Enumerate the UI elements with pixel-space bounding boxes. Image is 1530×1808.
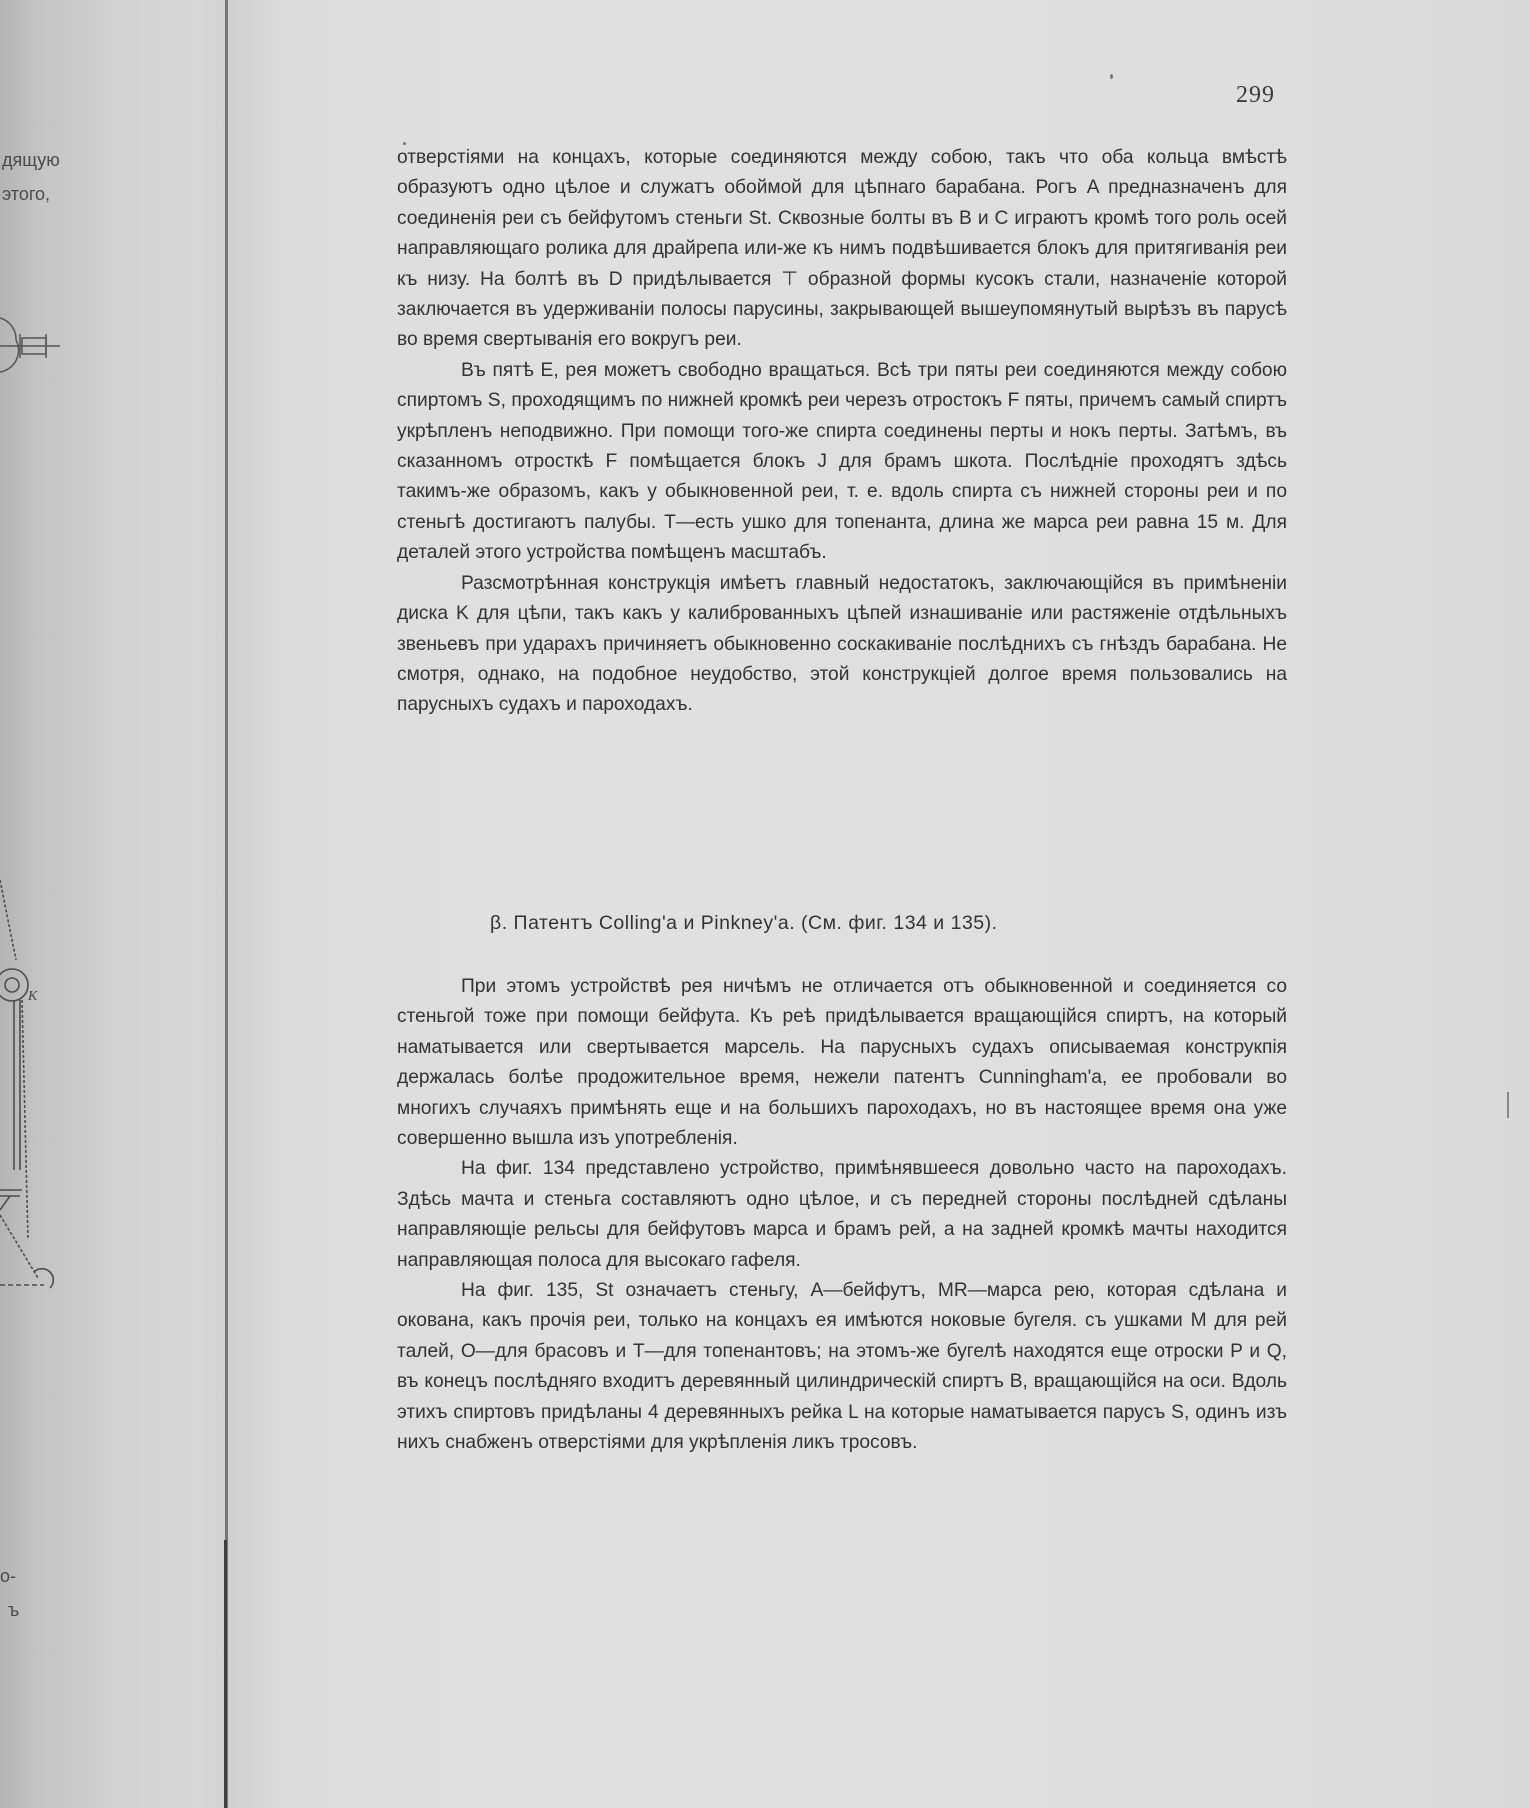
book-spine-gutter-lower xyxy=(224,1540,227,1808)
drawing-label-k: K xyxy=(28,989,38,1004)
technical-drawing-fragment xyxy=(0,0,226,1808)
left-page-text-fragment: о- xyxy=(0,1566,17,1586)
paragraph: На фиг. 134 представлено устройство, примѣнявшееся довольно часто на пароходахъ. Здѣсь мачта и стеньга составляютъ одно цѣлое, и съ передней стороны послѣдней сдѣланы направляющіе рельсы для бейфутовъ марса и брамъ рей, а на задней кромкѣ мачты находится направляющая полоса для высокаго гафеля. xyxy=(397,1158,1287,1271)
section-heading: β. Патентъ Colling'a и Pinkney'a. (См. фиг. 134 и 135). xyxy=(490,912,998,934)
paragraph: При этомъ устройствѣ рея ничѣмъ не отличается отъ обыкновенной и соединяется со стеньгой тоже при помощи бейфута. Къ реѣ придѣлывается вращающійся спиртъ, на который наматывается или свертывается марсель. На парусныхъ судахъ описываемая конструкпія держалась болѣе продожительное время, нежели патентъ Cunningham'a, ее пробовали во многихъ случаяхъ примѣнять еще и на большихъ пароходахъ, но въ настоящее время она уже совершенно вышла изъ употребленія. xyxy=(397,976,1287,1150)
paper-speck xyxy=(403,142,406,145)
paper-scratch xyxy=(1507,1092,1509,1118)
body-text-section-2 xyxy=(397,966,1287,1459)
mast-drawing-icon xyxy=(0,880,53,1288)
paragraph: Разсмотрѣнная конструкція имѣетъ главный недостатокъ, заключающійся въ примѣненіи диска K для цѣпи, такъ какъ у калиброванныхъ цѣпей изнашиваніе или растяженіе отдѣльныхъ звеньевъ при ударахъ причиняетъ обыкновенно соскакиваніе послѣднихъ съ гнѣздъ барабана. Не смотря, однако, на подобное неудобство, этой конструкціей долгое время пользовались на парусныхъ судахъ и пароходахъ. xyxy=(397,572,1287,716)
pulley-drawing-icon xyxy=(0,318,60,372)
paragraph: отверстіями на концахъ, которые соединяются между собою, такъ что оба кольца вмѣстѣ образуютъ одно цѣлое и служатъ обоймой для цѣпнаго барабана. Рогъ A предназначенъ для соединенія реи съ бейфутомъ стеньги St. Сквозные болты въ B и C играютъ кромѣ того роль осей направляющаго ролика для драйрепа или-же къ нимъ подвѣшивается блокъ для притягиванія реи къ низу. На болтѣ въ D придѣлывается ⊤ образной формы кусокъ стали, назначеніе которой заключается въ удерживаніи полосы парусины, закрывающей вышеупомянутый вырѣзъ въ парусѣ во время свертыванія его вокругъ реи. xyxy=(397,147,1287,351)
page-number: 299 xyxy=(1236,82,1275,108)
body-text-section-1 xyxy=(397,143,1287,721)
paper-speck xyxy=(1110,74,1113,79)
paragraph: На фиг. 135, St означаетъ стеньгу, A—бейфутъ, MR—марса рею, которая сдѣлана и окована, какъ прочія реи, только на концахъ ея имѣются ноковые бугеля. съ ушками M для рей талей, O—для брасовъ и T—для топенантовъ; на этомъ-же бугелѣ находятся еще отроски P и Q, въ конецъ послѣдняго входитъ деревянный цилиндрическій спиртъ B, вращающійся на оси. Вдоль этихъ спиртовъ придѣланы 4 деревянныхъ рейка L на которые наматывается парусъ S, одинъ изъ нихъ снабженъ отверстіями для укрѣпленія ликъ тросовъ. xyxy=(397,1280,1287,1454)
left-page-text-fragment: дящую xyxy=(2,150,60,170)
left-facing-page xyxy=(0,0,226,1808)
paragraph: Въ пятѣ E, рея можетъ свободно вращаться. Всѣ три пяты реи соединяются между собою спиртомъ S, проходящимъ по нижней кромкѣ реи черезъ отростокъ F пяты, причемъ самый спиртъ укрѣпленъ неподвижно. При помощи того-же спирта соединены перты и нокъ перты. Затѣмъ, въ сказанномъ отросткѣ F помѣщается блокъ J для брамъ шкота. Послѣдніе проходятъ здѣсь такимъ-же образомъ, какъ у обыкновенной реи, т. е. вдоль спирта съ нижней стороны реи и по стеньгѣ достигаютъ палубы. T—есть ушко для топенанта, длина же марса реи равна 15 м. Для деталей этого устройства помѣщенъ масштабъ. xyxy=(397,359,1287,564)
left-page-text-fragment: этого, xyxy=(2,184,51,204)
left-page-text-fragment: ъ xyxy=(8,1600,20,1620)
